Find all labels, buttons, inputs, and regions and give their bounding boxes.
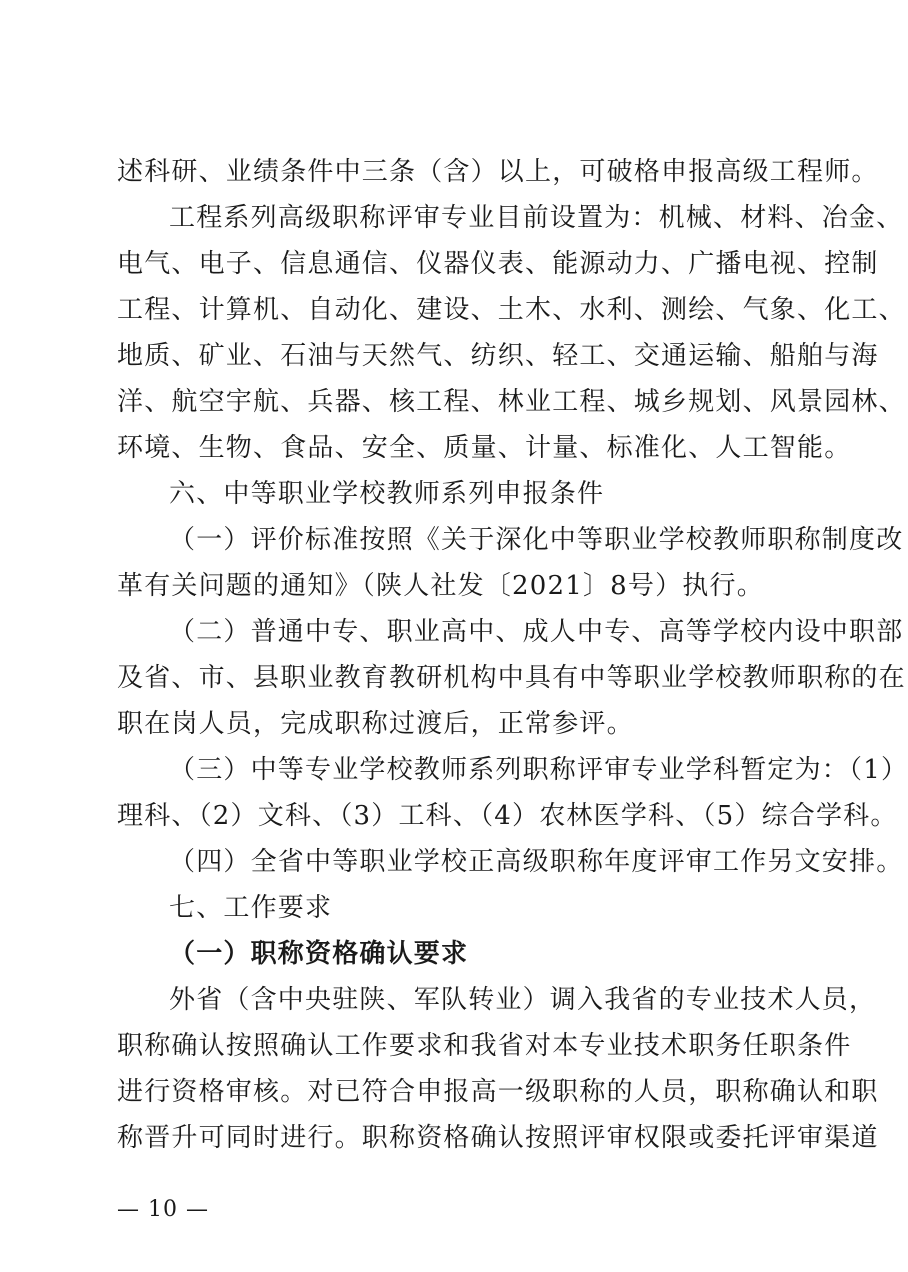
paragraph-line: 及省、市、县职业教育教研机构中具有中等职业学校教师职称的在 (117, 663, 906, 693)
paragraph-line: 进行资格审核。对已符合申报高一级职称的人员，职称确认和职 (117, 1077, 879, 1107)
paragraph-line: 工程、计算机、自动化、建设、土木、水利、测绘、气象、化工、 (117, 295, 906, 325)
section-heading: 七、工作要求 (169, 893, 333, 923)
paragraph-line: 工程系列高级职称评审专业目前设置为：机械、材料、冶金、 (169, 203, 904, 233)
paragraph-line: 职在岗人员，完成职称过渡后，正常参评。 (117, 709, 634, 739)
paragraph-line: 称晋升可同时进行。职称资格确认按照评审权限或委托评审渠道 (117, 1123, 879, 1153)
page-number: — 10 — (117, 1197, 209, 1222)
paragraph-line: 洋、航空宇航、兵器、核工程、林业工程、城乡规划、风景园林、 (117, 387, 906, 417)
paragraph-line: 理科、（2）文科、（3）工科、（4）农林医学科、（5）综合学科。 (117, 801, 898, 831)
paragraph-line: （四）全省中等职业学校正高级职称年度评审工作另文安排。 (169, 847, 904, 877)
paragraph-line: （三）中等专业学校教师系列职称评审专业学科暂定为：（1） (169, 755, 908, 785)
section-heading: 六、中等职业学校教师系列申报条件 (169, 479, 605, 509)
paragraph-line: 地质、矿业、石油与天然气、纺织、轻工、交通运输、船舶与海 (117, 341, 879, 371)
paragraph-line: 电气、电子、信息通信、仪器仪表、能源动力、广播电视、控制 (117, 249, 879, 279)
paragraph-line: 环境、生物、食品、安全、质量、计量、标准化、人工智能。 (117, 433, 852, 463)
subsection-heading: （一）职称资格确认要求 (169, 939, 469, 969)
paragraph-line: 述科研、业绩条件中三条（含）以上，可破格申报高级工程师。 (117, 157, 879, 187)
paragraph-line: 革有关问题的通知》（陕人社发〔2021〕8号）执行。 (117, 571, 764, 601)
paragraph-line: （二）普通中专、职业高中、成人中专、高等学校内设中职部 (169, 617, 904, 647)
paragraph-line: （一）评价标准按照《关于深化中等职业学校教师职称制度改 (169, 525, 904, 555)
paragraph-line: 职称确认按照确认工作要求和我省对本专业技术职务任职条件 (117, 1031, 852, 1061)
paragraph-line: 外省（含中央驻陕、军队转业）调入我省的专业技术人员， (169, 985, 877, 1015)
